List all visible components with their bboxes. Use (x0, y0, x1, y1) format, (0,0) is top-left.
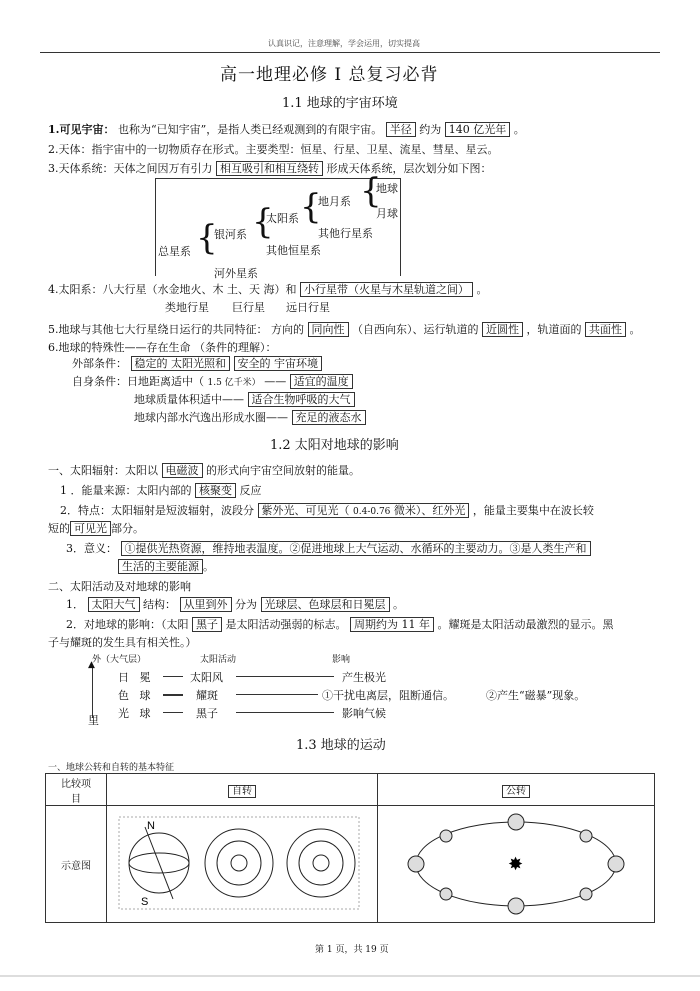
para-atmosphere-structure (66, 596, 404, 612)
boxed-term: 从里到外 (180, 597, 232, 612)
text: 结构： (143, 598, 176, 611)
planet-group-terrestrial: 类地行星 (165, 301, 209, 314)
text: 形成天体系统，层次划分如下图： (326, 162, 492, 175)
para-visible-universe (48, 121, 525, 137)
tree-node-milky-way: 银河系 (214, 228, 247, 241)
para-significance-cont (118, 558, 214, 574)
boxed-term: 自转 (228, 785, 256, 798)
boxed-term: 适宜的温度 (290, 374, 353, 389)
diag-row-photosphere (118, 705, 151, 721)
page-title: 高一地理必修 Ⅰ 总复习必背 (220, 65, 439, 85)
text: 土、天 (227, 283, 260, 296)
text: 的形式向宇宙空间放射的能量。 (206, 464, 360, 477)
boxed-term: 充足的液态水 (292, 410, 366, 425)
text: 短的 (48, 522, 70, 535)
text: 一、太阳辐射：太阳以 (48, 464, 158, 477)
text: 4.太阳系：八大行星（水金地火、木 (48, 283, 224, 296)
tree-node-earth: 地球 (376, 182, 398, 195)
text: 2．特点：太阳辐射是短波辐射，波段分 (60, 504, 254, 517)
text: 1． (66, 598, 84, 611)
para-energy-source (60, 482, 262, 498)
text: 。 (393, 598, 404, 611)
text: 冕 (139, 671, 151, 684)
boxed-term: 生活的主要能源 (118, 559, 203, 574)
bottom-noise-strip (0, 975, 700, 977)
diag-connector (163, 694, 183, 696)
planet-group-giant: 巨行星 (232, 301, 265, 314)
text: 1.5 亿千米） (207, 378, 261, 388)
tree-frame-right (400, 178, 401, 276)
brace: { (252, 202, 274, 242)
diag-impact-ionosphere: ①干扰电离层，阻断通信。 (322, 689, 454, 702)
text: 。 (629, 323, 641, 336)
para-earth-special (48, 339, 277, 355)
water-condition (134, 409, 366, 425)
text: 周期约为 (354, 618, 398, 631)
diag-impact-magnetic-storm: ②产生“磁暴”现象。 (486, 689, 586, 702)
tree-node-other-planets: 其他行星系 (318, 227, 373, 240)
text: 。耀斑是太阳活动最激烈的显示。黑 (437, 618, 614, 631)
text: 比较项 (61, 778, 91, 790)
comparison-table (45, 773, 655, 923)
svg-text:N: N (147, 819, 155, 832)
section-heading-1-2: 1.2 太阳对地球的影响 (270, 438, 399, 453)
text: 分为 (235, 598, 257, 611)
boxed-term: 黑子 (192, 617, 222, 632)
tree-frame-left (155, 178, 156, 276)
para-solar-system (48, 281, 488, 297)
text: 日 (118, 671, 129, 684)
para-features-cont (48, 520, 144, 536)
diag-outer-label: 外（大气层） (92, 655, 147, 665)
text: 色 (118, 689, 129, 702)
text: 部分。 (111, 522, 144, 535)
text: 约为 (419, 123, 442, 136)
boxed-term: 共面性 (585, 322, 626, 337)
tree-node-earth-moon: 地月系 (318, 195, 351, 208)
text: （条件的理解）： (194, 341, 277, 354)
boxed-term: 140 亿光年 (445, 122, 511, 137)
diag-row-corona (118, 669, 151, 685)
brace: { (196, 218, 218, 258)
text: 2．对地球的影响：（太阳 (66, 618, 189, 631)
diag-activity-header: 太阳活动 (200, 655, 237, 665)
diag-arrow-line (92, 668, 93, 718)
text: 地球质量体积适中—— (134, 393, 244, 406)
section-heading-1-1: 1.1 地球的宇宙环境 (282, 96, 398, 111)
text: 3．意义： (66, 542, 117, 555)
table-row-diagram-label: 示意图 (46, 806, 107, 923)
para-rotation-revolution: 一、地球公转和自转的基本特征 (48, 763, 175, 773)
text: 地球内部水汽逸出形成水圈—— (134, 411, 288, 424)
table-header-rotation (107, 774, 378, 806)
text: 0.4-0.76 (353, 507, 391, 517)
para-celestial-system (48, 160, 492, 176)
tree-node-extragalactic: 河外星系 (214, 267, 258, 280)
svg-text:✸: ✸ (508, 853, 524, 875)
brace: { (360, 171, 382, 211)
diag-impact-header: 影响 (332, 655, 351, 665)
diag-connector (163, 712, 183, 713)
rotation-diagram (111, 813, 373, 913)
text: 11 年 (401, 618, 430, 631)
text: —— (264, 375, 287, 388)
text: 方向的 (271, 323, 304, 336)
boxed-term: 稳定的 太阳光照和 (131, 356, 231, 371)
diag-impact-climate: 影响气候 (342, 707, 386, 720)
boxed-term: 近圆性 (482, 322, 523, 337)
brace: { (300, 187, 322, 227)
para-solar-radiation (48, 462, 360, 478)
rotation-diagram-cell (107, 806, 378, 923)
boxed-term: 核聚变 (195, 483, 236, 498)
boxed-term: 半径 (386, 122, 416, 137)
external-conditions (72, 355, 322, 371)
text: 球 (139, 707, 151, 720)
diag-connector (236, 694, 318, 695)
text: 是太阳活动强弱的标志。 (225, 618, 347, 631)
tree-node-solar-system: 太阳系 (266, 212, 299, 225)
text: 球 (139, 689, 151, 702)
para-solar-activity-heading: 二、太阳活动及对地球的影响 (48, 580, 191, 593)
boxed-term: 太阳大气 (88, 597, 140, 612)
text: 。 (513, 123, 525, 136)
para-impact (66, 616, 614, 632)
diag-inner-label: 里 (88, 714, 99, 727)
text: 反应 (239, 484, 262, 497)
para-significance (66, 540, 591, 556)
boxed-term: 电磁波 (162, 463, 203, 478)
section-heading-1-3: 1.3 地球的运动 (296, 738, 386, 753)
table-header-revolution (378, 774, 655, 806)
diag-connector (236, 676, 334, 677)
diag-row-chromosphere (118, 687, 151, 703)
diag-flare: 耀斑 (196, 689, 218, 702)
boxed-term: 光球层、色球层和日冕层 (261, 597, 390, 612)
text: ，能量主要集中在波长较 (472, 504, 594, 517)
boxed-term (350, 617, 434, 632)
planet-group-far: 远日行星 (286, 301, 330, 314)
text: 外部条件： (72, 357, 127, 370)
revolution-diagram-cell (378, 806, 655, 923)
diag-sunspot: 黑子 (196, 707, 218, 720)
mass-condition (134, 391, 355, 407)
text: （自西向东）、运行轨道的 (352, 323, 479, 336)
text: 6.地球的特殊性——存在生命 (48, 341, 191, 354)
diag-arrow-head: ▲ (88, 660, 95, 670)
para-celestial-body: 2.天体：指宇宙中的一切物质存在形式。主要类型：恒星、行星、卫星、流星、彗星、星云。 (48, 143, 499, 156)
self-conditions (72, 373, 353, 389)
diag-solar-wind: 太阳风 (190, 671, 223, 684)
boxed-term: 同向性 (308, 322, 349, 337)
text: ，轨道面的 (526, 323, 582, 336)
para-features (60, 502, 594, 518)
text: 自身条件：日地距离适中（ (72, 375, 204, 388)
label: 1.可见宇宙： (48, 123, 115, 136)
diag-connector (236, 712, 334, 713)
text: 光 (118, 707, 129, 720)
boxed-term: ①提供光热资源，维持地表温度。②促进地球上大气运动、水循环的主要动力。③是人类生产和 (121, 541, 591, 556)
text: 海）和 (263, 283, 297, 296)
page-footer: 第 1 页，共 19 页 (315, 945, 389, 955)
boxed-term: 适合生物呼吸的大气 (248, 392, 355, 407)
text: 。 (203, 560, 214, 573)
boxed-term: 可见光 (70, 521, 111, 536)
boxed-term: 相互吸引和相互绕转 (216, 161, 323, 176)
boxed-term: 小行星带（火星与木星轨道之间） (300, 282, 473, 297)
para-impact-cont: 子与耀斑的发生具有相关性。） (48, 636, 197, 649)
diag-connector (163, 676, 183, 677)
diag-impact-aurora: 产生极光 (342, 671, 386, 684)
text: 微米）、红外光 (393, 504, 466, 517)
text: 也称为“已知宇宙”，是指人类已经观测到的有限宇宙。 (117, 123, 383, 136)
svg-text:S: S (141, 895, 149, 908)
header-motto: 认真识记，注意理解，学会运用，切实提高 (268, 39, 420, 48)
text: 3.天体系统：天体之间因万有引力 (48, 162, 213, 175)
text: 1 ．能量来源：太阳内部的 (60, 484, 192, 497)
boxed-term: 安全的 宇宙环境 (234, 356, 323, 371)
tree-node-other-stars: 其他恒星系 (266, 244, 321, 257)
boxed-term: 公转 (502, 785, 530, 798)
text: 。 (476, 283, 488, 296)
tree-node-moon: 月球 (376, 207, 398, 220)
table-header-item (46, 774, 107, 806)
tree-node-root: 总星系 (158, 245, 191, 258)
text: 目 (71, 793, 81, 805)
boxed-term (258, 503, 470, 518)
revolution-diagram (378, 810, 654, 916)
text: 紫外光、可见光（ (261, 504, 350, 517)
para-common-features (48, 321, 641, 337)
header-rule (40, 52, 660, 53)
text: 5.地球与其他七大行星绕日运行的共同特征： (48, 323, 268, 336)
